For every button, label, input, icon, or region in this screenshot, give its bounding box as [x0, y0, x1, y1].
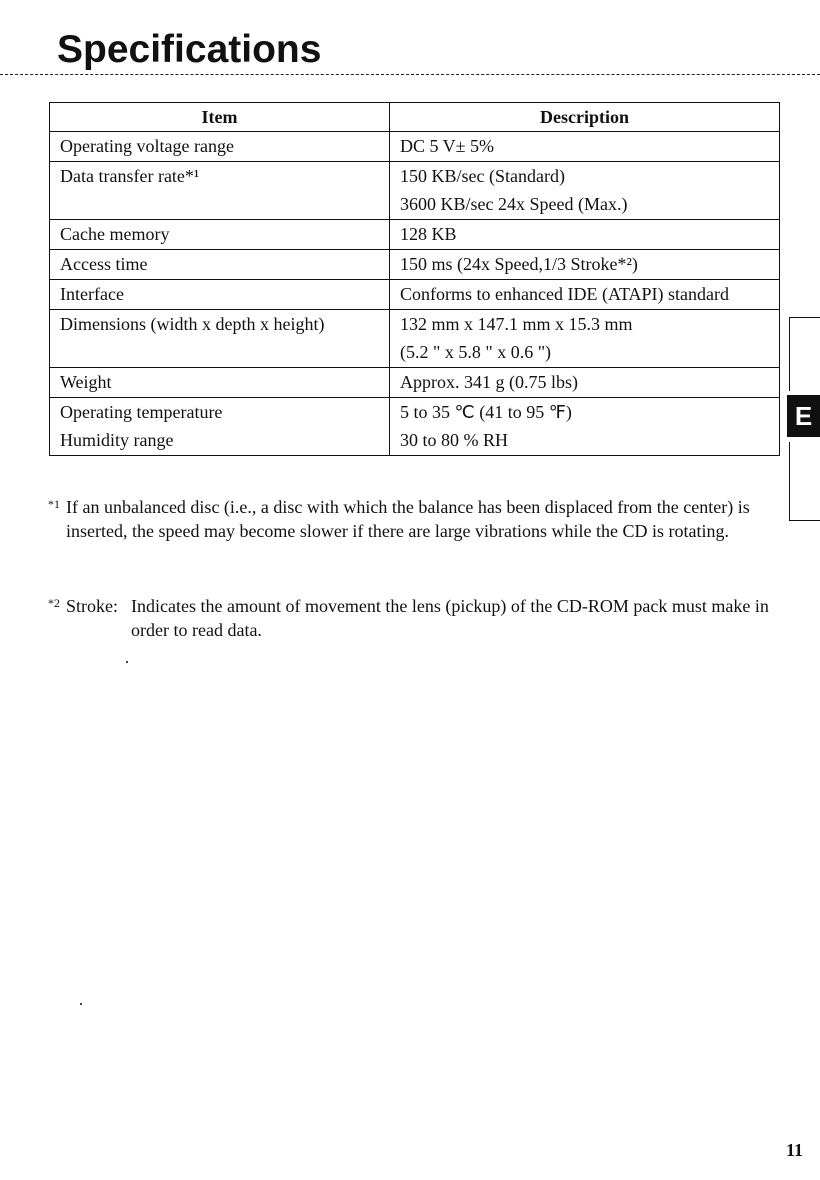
row-item: Access time: [50, 250, 390, 280]
footnote-term: Stroke:: [66, 596, 118, 616]
row-item: Dimensions (width x depth x height): [50, 310, 390, 368]
row-item: Data transfer rate*¹: [50, 162, 390, 220]
side-tab-language: E: [787, 395, 820, 437]
footnote-2: [48, 594, 782, 642]
row-description: Conforms to enhanced IDE (ATAPI) standard: [390, 280, 780, 310]
table-row: [50, 310, 780, 368]
scan-speck: [126, 661, 128, 663]
table-row: [50, 250, 780, 280]
row-description: 150 KB/sec (Standard) 3600 KB/sec 24x Speed (Max.): [390, 162, 780, 220]
row-description: 150 ms (24x Speed,1/3 Stroke*²): [390, 250, 780, 280]
page-title: Specifications: [57, 28, 322, 71]
row-item: Weight: [50, 368, 390, 398]
row-description: 132 mm x 147.1 mm x 15.3 mm (5.2 " x 5.8 " x 0.6 "): [390, 310, 780, 368]
row-description: DC 5 V± 5%: [390, 132, 780, 162]
row-item: Operating temperature Humidity range: [50, 398, 390, 456]
row-item: Cache memory: [50, 220, 390, 250]
footnote-text: Indicates the amount of movement the lens (pickup) of the CD-ROM pack must make in order to read data.: [131, 596, 769, 640]
row-description: Approx. 341 g (0.75 lbs): [390, 368, 780, 398]
scan-speck: [80, 1003, 82, 1005]
footnote-marker: *1: [48, 497, 60, 511]
header-description: Description: [390, 103, 780, 132]
row-description: 5 to 35 ℃ (41 to 95 ℉) 30 to 80 % RH: [390, 398, 780, 456]
table-row: [50, 368, 780, 398]
table-header-row: [50, 103, 780, 132]
footnote-text: If an unbalanced disc (i.e., a disc with which the balance has been displaced from the center) is inserted, the speed may become slower if there are large vibrations while the CD is rotating.: [66, 497, 750, 541]
row-description: 128 KB: [390, 220, 780, 250]
title-divider: [0, 74, 820, 75]
row-item: Operating voltage range: [50, 132, 390, 162]
table-row: [50, 398, 780, 456]
footnote-marker: *2: [48, 596, 60, 610]
side-tab-frame-bottom: [789, 442, 820, 521]
table-row: [50, 132, 780, 162]
page-number: 11: [786, 1140, 804, 1160]
specifications-table: [49, 102, 780, 456]
footnote-1: [48, 495, 782, 543]
table-row: [50, 280, 780, 310]
table-row: [50, 220, 780, 250]
row-item: Interface: [50, 280, 390, 310]
side-tab-frame-top: [789, 317, 820, 391]
header-item: Item: [50, 103, 390, 132]
table-row: [50, 162, 780, 220]
